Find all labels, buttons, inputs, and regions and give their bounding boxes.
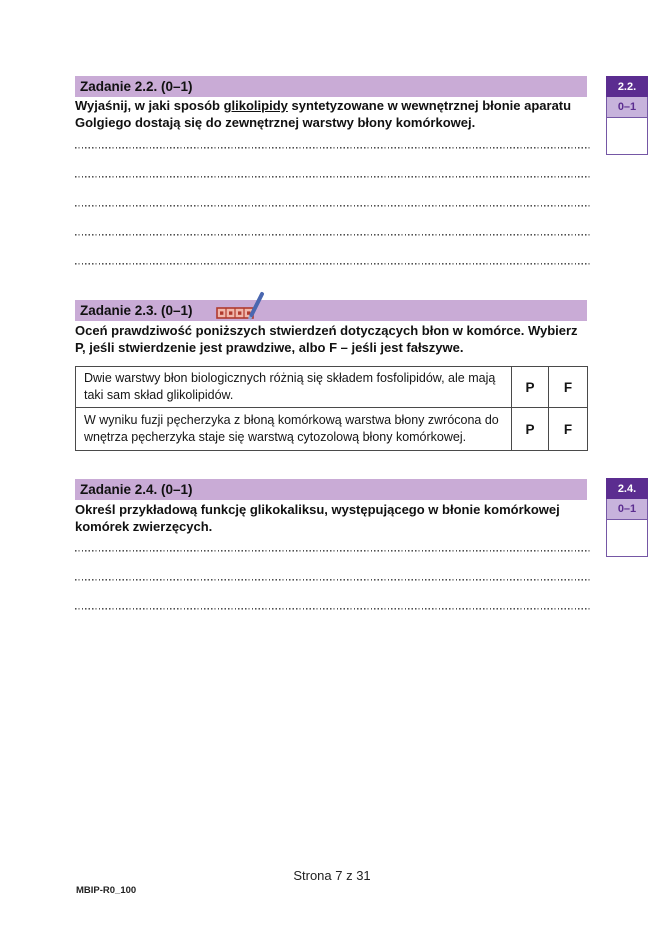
glikolipidy-term: glikolipidy — [223, 98, 288, 113]
task-2-4-title: Zadanie 2.4. (0–1) — [80, 482, 193, 497]
answer-sheet-pen-icon — [216, 290, 268, 321]
answer-line[interactable] — [75, 175, 590, 178]
task-2-3-header-band — [75, 300, 587, 321]
task-2-2-title: Zadanie 2.2. (0–1) — [80, 79, 193, 94]
form-code: MBIP-R0_100 — [76, 885, 137, 896]
score-margin-2-2 — [606, 76, 648, 155]
answer-line[interactable] — [75, 607, 590, 610]
option-f[interactable]: F — [563, 421, 573, 437]
statement-text: Dwie warstwy błon biologicznych różnią się składem fosfolipidów, ale mają taki sam skład glikolipidów. — [84, 371, 496, 402]
statement-text: W wyniku fuzji pęcherzyka z błoną komórkową warstwa błony zwrócona do wnętrza pęcherzyka staje się warstwą cytozolową błony komórkowej. — [84, 413, 499, 444]
prompt-text-after: syntetyzowane w wewnętrznej błonie aparatu Golgiego dostają się do zewnętrznej warstwy błony komórkowej. — [75, 98, 572, 130]
score-margin-2-4 — [606, 478, 648, 557]
margin-points-range: 0–1 — [606, 499, 648, 520]
option-f[interactable]: F — [563, 379, 573, 395]
margin-score-box — [606, 520, 648, 557]
table-row — [76, 367, 587, 407]
task-2-3-title: Zadanie 2.3. (0–1) — [80, 303, 193, 318]
statement-cell — [76, 367, 512, 407]
prompt-text-before: Wyjaśnij, w jaki sposób — [75, 98, 224, 113]
margin-task-number: 2.4. — [606, 478, 648, 499]
answer-line[interactable] — [75, 233, 590, 236]
task-2-3-prompt: Oceń prawdziwość poniższych stwierdzeń dotyczących błon w komórce. Wybierz P, jeśli stwierdzenie jest prawdziwe, albo F – jeśli jest fałszywe. — [75, 323, 578, 355]
true-false-table — [75, 366, 588, 451]
answer-line[interactable] — [75, 549, 590, 552]
table-row — [76, 407, 587, 450]
option-p[interactable]: P — [512, 367, 549, 407]
margin-points-range: 0–1 — [606, 97, 648, 118]
answer-line[interactable] — [75, 204, 590, 207]
task-2-2-prompt — [75, 97, 590, 131]
task-2-2-header-band — [75, 76, 587, 97]
answer-line[interactable] — [75, 262, 590, 265]
task-2-4-header-band — [75, 479, 587, 500]
margin-score-box — [606, 118, 648, 155]
margin-task-number: 2.2. — [606, 76, 648, 97]
option-p[interactable]: P — [512, 408, 549, 450]
page-number: Strona 7 z 31 — [293, 868, 371, 883]
task-2-4-prompt: Określ przykładową funkcję glikokaliksu, występującego w błonie komórkowej komórek zwierzęcych. — [75, 502, 560, 534]
answer-line[interactable] — [75, 578, 590, 581]
answer-line[interactable] — [75, 146, 590, 149]
statement-cell — [76, 408, 512, 450]
